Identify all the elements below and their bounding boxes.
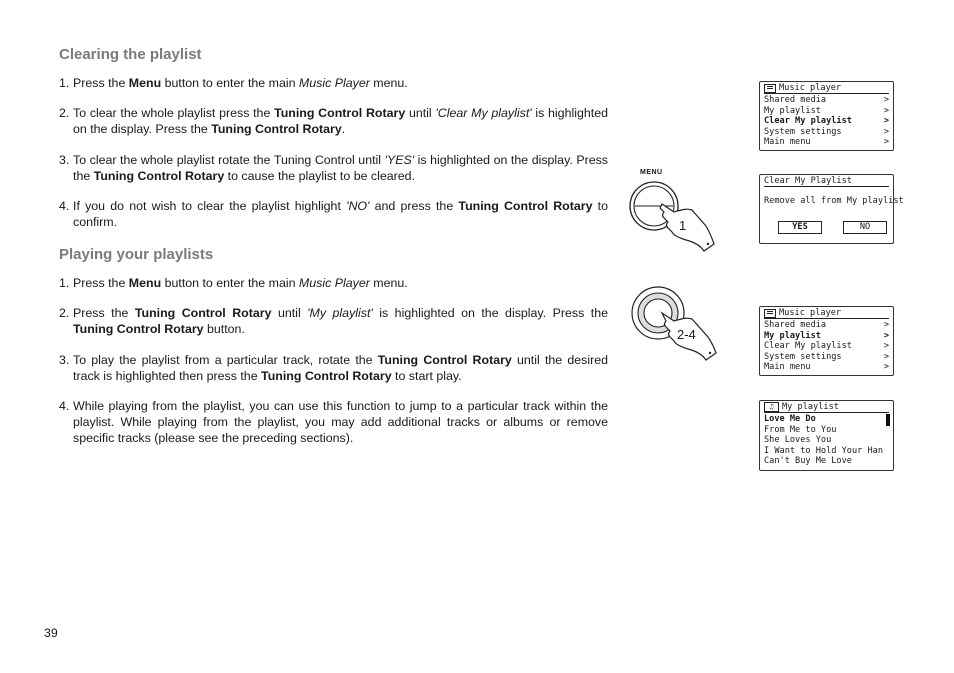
lcd-track: I Want to Hold Your Han	[764, 445, 883, 456]
pressing-finger-icon	[660, 204, 714, 251]
play-step-2: 2. Press the Tuning Control Rotary until 'My playlist' is highlighted on the display. Press the Tuning Control Rotary button.	[59, 306, 608, 336]
lcd-music-player-my-playlist: Music player Shared media > My playlist > Clear My playlist > System settings > Main menu >	[759, 306, 894, 376]
lcd-track-selected: Love Me Do	[764, 414, 816, 425]
menu-list-icon	[764, 309, 776, 318]
menu-label: MENU	[640, 169, 663, 176]
lcd-row: Clear My playlist >	[764, 341, 889, 352]
clear-step-1: 1. Press the Menu button to enter the main Music Player menu.	[59, 76, 408, 90]
lcd-row: Main menu >	[764, 137, 889, 148]
lcd-row: Main menu >	[764, 362, 889, 373]
music-note-icon: ♫	[764, 402, 779, 412]
play-step-1: 1. Press the Menu button to enter the main Music Player menu.	[59, 276, 408, 290]
lcd-row: Shared media >	[764, 95, 889, 106]
step-1-label: 1	[679, 218, 687, 233]
no-option: NO	[843, 221, 887, 234]
lcd-music-player-clear: Music player Shared media > My playlist > Clear My playlist > System settings > Main menu >	[759, 81, 894, 151]
section-heading-clearing: Clearing the playlist	[59, 46, 202, 63]
lcd-row: Shared media >	[764, 320, 889, 331]
page-number: 39	[44, 626, 58, 640]
menu-button-press-illustration	[628, 178, 720, 252]
lcd-scrollbar	[886, 414, 890, 426]
clear-step-4: 4. If you do not wish to clear the playlist highlight 'NO' and press the Tuning Control Rotary to confirm.	[59, 199, 609, 229]
lcd-my-playlist-tracks: ♫ My playlist Love Me Do From Me to You She Loves You I Want to Hold Your Han Can't Buy Me Love	[759, 400, 894, 471]
lcd-track: She Loves You	[764, 435, 832, 446]
lcd-track: From Me to You	[764, 424, 837, 435]
play-step-4: 4. While playing from the playlist, you can use this function to jump to a particular track within the playlist. While playing from the playlist, you may add additional tracks or albums or remove specific tracks (please see the preceding sections).	[59, 399, 608, 445]
lcd-row: My playlist >	[764, 105, 889, 116]
lcd-clear-my-playlist: Clear My Playlist Remove all from My playlist YES NO	[759, 174, 894, 244]
section-heading-playing: Playing your playlists	[59, 246, 214, 263]
clear-step-2: 2. To clear the whole playlist press the Tuning Control Rotary until 'Clear My playlist' is highlighted on the display. Press the Tuning Control Rotary.	[59, 106, 608, 136]
lcd-row: System settings >	[764, 351, 889, 362]
lcd-track: Can't Buy Me Love	[764, 456, 852, 467]
step-2-4-label: 2-4	[677, 327, 696, 342]
clear-step-3: 3. To clear the whole playlist rotate the Tuning Control until 'YES' is highlighted on the display. Press the Tuning Control Rotary to cause the playlist to be cleared.	[59, 153, 608, 183]
lcd-row-selected: My playlist >	[764, 330, 889, 341]
yes-option: YES	[778, 221, 822, 234]
rotary-press-illustration	[628, 285, 722, 361]
play-step-3: 3. To play the playlist from a particular track, rotate the Tuning Control Rotary until the desired track is highlighted then press the Tuning Control Rotary to start play.	[59, 353, 609, 383]
menu-list-icon	[764, 84, 776, 93]
lcd-row-selected: Clear My playlist >	[764, 116, 889, 127]
lcd-row: System settings >	[764, 126, 889, 137]
